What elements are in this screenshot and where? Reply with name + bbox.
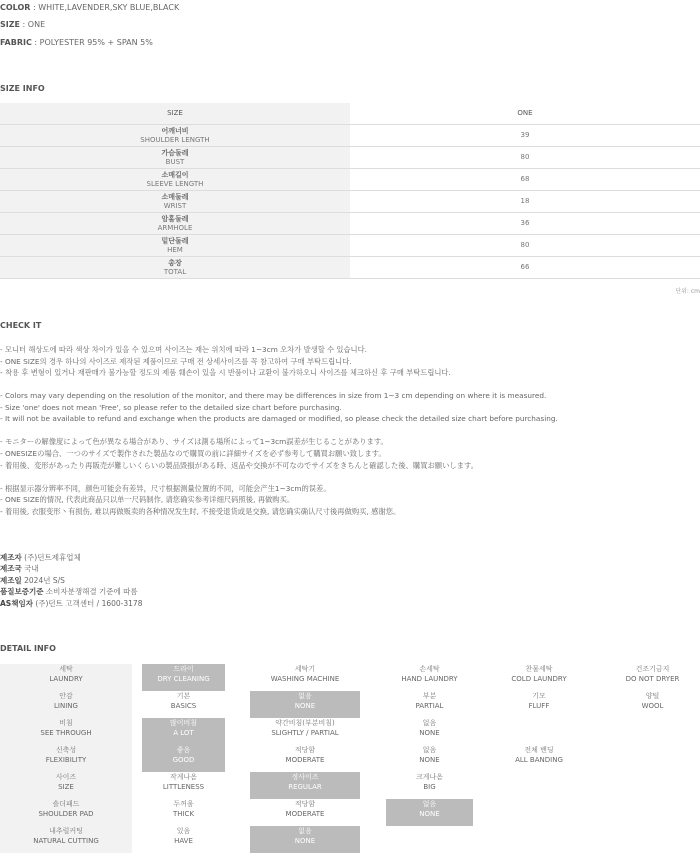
size-measure-value: 80 — [350, 147, 700, 169]
fabric-label: FABRIC — [0, 38, 32, 47]
detail-option-kr: 찬물세탁 — [525, 665, 553, 673]
detail-option — [605, 691, 700, 718]
size-measure-en: BUST — [165, 157, 185, 166]
size-table-row — [0, 257, 700, 279]
detail-option-kr: 많이비침 — [169, 719, 198, 727]
check-it-line-kr: - 모니터 해상도에 따라 색상 차이가 있을 수 있으며 사이즈는 재는 위치에 따라 1~3cm 오차가 발생할 수 있습니다. — [0, 345, 367, 354]
detail-option-en: GOOD — [172, 756, 195, 764]
detail-option-kr: 드라이 — [173, 665, 194, 673]
detail-option — [250, 718, 360, 745]
check-it-notes — [0, 344, 700, 517]
size-table — [0, 103, 700, 279]
size-table-header — [0, 103, 700, 125]
size-table-row — [0, 169, 700, 191]
size-measure-value: 39 — [350, 125, 700, 147]
detail-option — [386, 718, 473, 745]
detail-option-en: NATURAL CUTTING — [33, 837, 99, 845]
check-it-line-cn: - 根据显示器分辨率不同，颜色可能会有差异，尺寸根据测量位置的不同，可能会产生1~3cm的误差。 — [0, 483, 331, 493]
detail-option-en: BIG — [423, 783, 436, 791]
detail-option-en: REGULAR — [288, 783, 322, 791]
manufacturer-label: 품질보증기준 — [0, 587, 44, 597]
detail-option-kr: 양털 — [645, 692, 660, 700]
detail-option — [497, 745, 581, 772]
manufacturer-label: AS책임자 — [0, 598, 33, 608]
detail-option-en: SLIGHTLY / PARTIAL — [271, 729, 339, 737]
manufacturer-line — [0, 598, 142, 609]
detail-info-table — [0, 664, 700, 853]
detail-option-kr: 내추럴커팅 — [49, 827, 83, 835]
detail-option-kr: 사이즈 — [55, 773, 77, 781]
detail-option-en: HAND LAUNDRY — [401, 675, 458, 683]
manufacturer-value: 2024년 S/S — [21, 575, 65, 585]
detail-option-kr: 없음 — [422, 746, 437, 754]
manufacturer-value: (주)던트 고객센터 / 1600-3178 — [32, 598, 143, 608]
size-measure-en: SLEEVE LENGTH — [146, 179, 204, 188]
detail-option — [142, 772, 225, 799]
detail-option-kr: 기본 — [176, 692, 191, 700]
detail-option-selected — [250, 826, 360, 853]
detail-option-kr: 손세탁 — [419, 665, 440, 673]
size-label: SIZE — [0, 20, 21, 29]
manufacturer-value: 소비자분쟁해결 기준에 따름 — [43, 587, 138, 597]
detail-option-kr: 없음 — [422, 719, 437, 727]
check-it-line-en: - Colors may vary depending on the resolution of the monitor, and there may be differences in size from 1~3 cm depending on where it is measured. — [0, 391, 547, 401]
detail-category — [0, 799, 132, 826]
detail-option-selected — [142, 745, 225, 772]
detail-option-en: PARTIAL — [415, 702, 444, 710]
detail-option-kr: 세탁 — [59, 665, 73, 673]
detail-option-kr: 작게나옴 — [169, 773, 198, 781]
size-measure-label — [0, 213, 350, 235]
detail-option — [605, 664, 700, 691]
detail-option-en: NONE — [294, 702, 316, 710]
size-measure-kr: 어깨너비 — [161, 126, 189, 135]
detail-option-kr: 없음 — [298, 827, 312, 835]
detail-option-kr: 비침 — [59, 719, 73, 727]
size-measure-label — [0, 191, 350, 213]
detail-option-kr: 없음 — [422, 800, 437, 808]
manufacturer-value: (주)던트제휴업체 — [21, 553, 81, 562]
check-it-line-en: - Size 'one' does not mean 'Free', so please refer to the detailed size chart before purchasing. — [0, 402, 342, 412]
detail-option-selected — [142, 718, 225, 745]
size-measure-value: 80 — [350, 235, 700, 257]
detail-option-en: SHOULDER PAD — [38, 810, 94, 818]
size-header-value: ONE — [350, 103, 700, 125]
detail-option-kr: 크게나옴 — [415, 773, 444, 781]
detail-option-en: NONE — [419, 756, 440, 764]
detail-option-en: MODERATE — [285, 756, 325, 764]
detail-option — [497, 691, 581, 718]
size-measure-value: 36 — [350, 213, 700, 235]
detail-option — [250, 745, 360, 772]
size-info-title: SIZE INFO — [0, 84, 45, 93]
detail-option — [250, 799, 360, 826]
size-measure-label — [0, 169, 350, 191]
size-measure-kr: 소매둘레 — [161, 192, 189, 201]
detail-category — [0, 691, 132, 718]
detail-option-en: LAUNDRY — [49, 675, 83, 683]
manufacturer-label: 제조자 — [0, 553, 22, 562]
detail-option-en: MODERATE — [285, 810, 325, 818]
check-it-title: CHECK IT — [0, 321, 42, 330]
size-measure-label — [0, 235, 350, 257]
detail-option-kr: 기모 — [532, 692, 546, 700]
detail-option — [142, 799, 225, 826]
color-label: COLOR — [0, 3, 31, 12]
manufacturer-line — [0, 552, 142, 563]
detail-option-en: FLEXIBILITY — [45, 756, 87, 764]
detail-option-selected — [386, 799, 473, 826]
size-measure-en: HEM — [167, 245, 183, 254]
detail-option-kr: 신축성 — [55, 746, 77, 754]
manufacturer-info — [0, 552, 142, 609]
size-measure-value: 18 — [350, 191, 700, 213]
detail-option-kr: 적당함 — [294, 746, 316, 754]
detail-category — [0, 664, 132, 691]
detail-option-kr: 건조기금지 — [635, 665, 670, 673]
size-table-row — [0, 191, 700, 213]
check-it-line-jp: - モニターの解像度によって色が異なる場合があり、サイズは測る場所によって1~3cm誤差が生じることがあります。 — [0, 437, 388, 447]
size-measure-label — [0, 147, 350, 169]
fabric-info — [0, 38, 153, 47]
manufacturer-line — [0, 586, 142, 597]
detail-category — [0, 826, 132, 853]
detail-option-kr: 숄더패드 — [52, 800, 80, 808]
check-it-line-kr: - ONE SIZE의 경우 하나의 사이즈로 제작된 제품이므로 구매 전 상세사이즈를 꼭 참고하여 구매 부탁드립니다. — [0, 356, 352, 366]
detail-category — [0, 772, 132, 799]
detail-option — [250, 664, 360, 691]
detail-option-kr: 정사이즈 — [291, 773, 319, 781]
size-measure-kr: 총장 — [168, 258, 182, 267]
detail-option — [142, 691, 225, 718]
check-it-line-en: - It will not be available to refund and exchange when the products are damaged or modified, so please check the detailed size chart before purchasing. — [0, 414, 558, 424]
detail-option-en: NONE — [419, 729, 440, 737]
detail-option-en: DRY CLEANING — [157, 675, 210, 683]
check-it-line-cn: - 着用後, 衣服变形丶有损伤, 难以再做贩卖的各种情况发生时, 不接受退货或是交换, 请您确实确认尺寸後再做购买, 感谢您。 — [0, 506, 401, 516]
manufacturer-label: 제조일 — [0, 575, 22, 585]
detail-option-en: FLUFF — [528, 702, 550, 710]
size-measure-en: TOTAL — [163, 267, 187, 276]
detail-option-en: LINING — [54, 702, 78, 710]
size-measure-en: WRIST — [163, 201, 187, 210]
size-measure-label — [0, 257, 350, 279]
size-table-row — [0, 125, 700, 147]
detail-option-en: WASHING MACHINE — [270, 675, 340, 683]
detail-option-en: LITTLENESS — [162, 783, 205, 791]
detail-option-selected — [142, 664, 225, 691]
size-measure-value: 66 — [350, 257, 700, 279]
detail-option-selected — [250, 691, 360, 718]
size-measure-en: ARMHOLE — [157, 223, 193, 232]
size-value: : ONE — [20, 20, 46, 29]
detail-option-kr: 부분 — [422, 692, 437, 700]
size-measure-kr: 소매길이 — [161, 170, 189, 179]
detail-option-kr: 약간비침(부분비침) — [275, 719, 335, 727]
detail-option-en: A LOT — [173, 729, 194, 737]
detail-option-kr: 전체 밴딩 — [524, 746, 554, 754]
size-table-row — [0, 147, 700, 169]
check-it-line-jp: - ONESIZEの場合、一つのサイズで製作された製品なので購買の前に詳細サイズを必ず参考して購買お願い致します。 — [0, 448, 386, 458]
detail-option-kr: 없음 — [298, 692, 312, 700]
detail-option-en: NONE — [419, 810, 440, 818]
detail-option-selected — [250, 772, 360, 799]
detail-option-kr: 세탁기 — [294, 665, 316, 673]
detail-category — [0, 718, 132, 745]
detail-info-title: DETAIL INFO — [0, 644, 56, 653]
detail-option-en: NONE — [294, 837, 316, 845]
fabric-value: : POLYESTER 95% + SPAN 5% — [31, 38, 153, 47]
size-measure-kr: 가슴둘레 — [161, 148, 189, 157]
detail-option-en: SIZE — [58, 783, 74, 791]
detail-option — [142, 826, 225, 853]
detail-option — [386, 745, 473, 772]
size-measure-kr: 암홀둘레 — [161, 214, 189, 223]
detail-option-en: BASICS — [170, 702, 197, 710]
detail-option-kr: 안감 — [59, 692, 73, 700]
check-it-line-jp: - 着用後、変形があったり再販売が難しいくらいの製品毀損がある時、返品や交換が不可なのでサイズをきちんと確認した後、購買お願いします。 — [0, 460, 479, 470]
check-it-line-cn: - ONE SIZE的情况, 代表此商品只以单一尺码制作, 请您确实参考详细尺码照後, 再做购买。 — [0, 495, 295, 505]
detail-option-en: HAVE — [174, 837, 193, 845]
detail-option-en: COLD LAUNDRY — [511, 675, 567, 683]
detail-option-en: WOOL — [641, 702, 664, 710]
size-unit: 단위: cm — [675, 288, 700, 295]
detail-category — [0, 745, 132, 772]
size-table-row — [0, 235, 700, 257]
detail-option — [386, 664, 473, 691]
detail-option-kr: 두꺼움 — [173, 800, 194, 808]
size-info-line — [0, 20, 45, 29]
size-measure-value: 68 — [350, 169, 700, 191]
manufacturer-label: 제조국 — [0, 564, 22, 574]
size-measure-label — [0, 125, 350, 147]
detail-option-en: DO NOT DRYER — [625, 675, 680, 683]
size-header-label: SIZE — [0, 103, 350, 125]
size-table-row — [0, 213, 700, 235]
detail-option — [386, 772, 473, 799]
check-it-line-kr: - 착용 후 변형이 있거나 재판매가 불가능할 정도의 제품 훼손이 있을 시 반품이나 교환이 불가하오니 사이즈를 체크하신 후 구매 부탁드립니다. — [0, 368, 451, 378]
manufacturer-line — [0, 563, 142, 574]
detail-option-kr: 적당함 — [294, 800, 316, 808]
manufacturer-value: 국내 — [21, 564, 39, 574]
detail-option-en: THICK — [172, 810, 195, 818]
detail-option-kr: 있음 — [176, 827, 191, 835]
detail-option — [497, 664, 581, 691]
size-measure-kr: 밑단둘레 — [161, 236, 189, 245]
detail-option-en: ALL BANDING — [515, 756, 563, 764]
color-value: : WHITE,LAVENDER,SKY BLUE,BLACK — [30, 3, 180, 12]
detail-option-en: SEE THROUGH — [40, 729, 92, 737]
detail-option — [386, 691, 473, 718]
color-info — [0, 3, 179, 12]
detail-option-kr: 좋음 — [176, 746, 191, 754]
size-measure-en: SHOULDER LENGTH — [140, 135, 210, 144]
manufacturer-line — [0, 575, 142, 586]
